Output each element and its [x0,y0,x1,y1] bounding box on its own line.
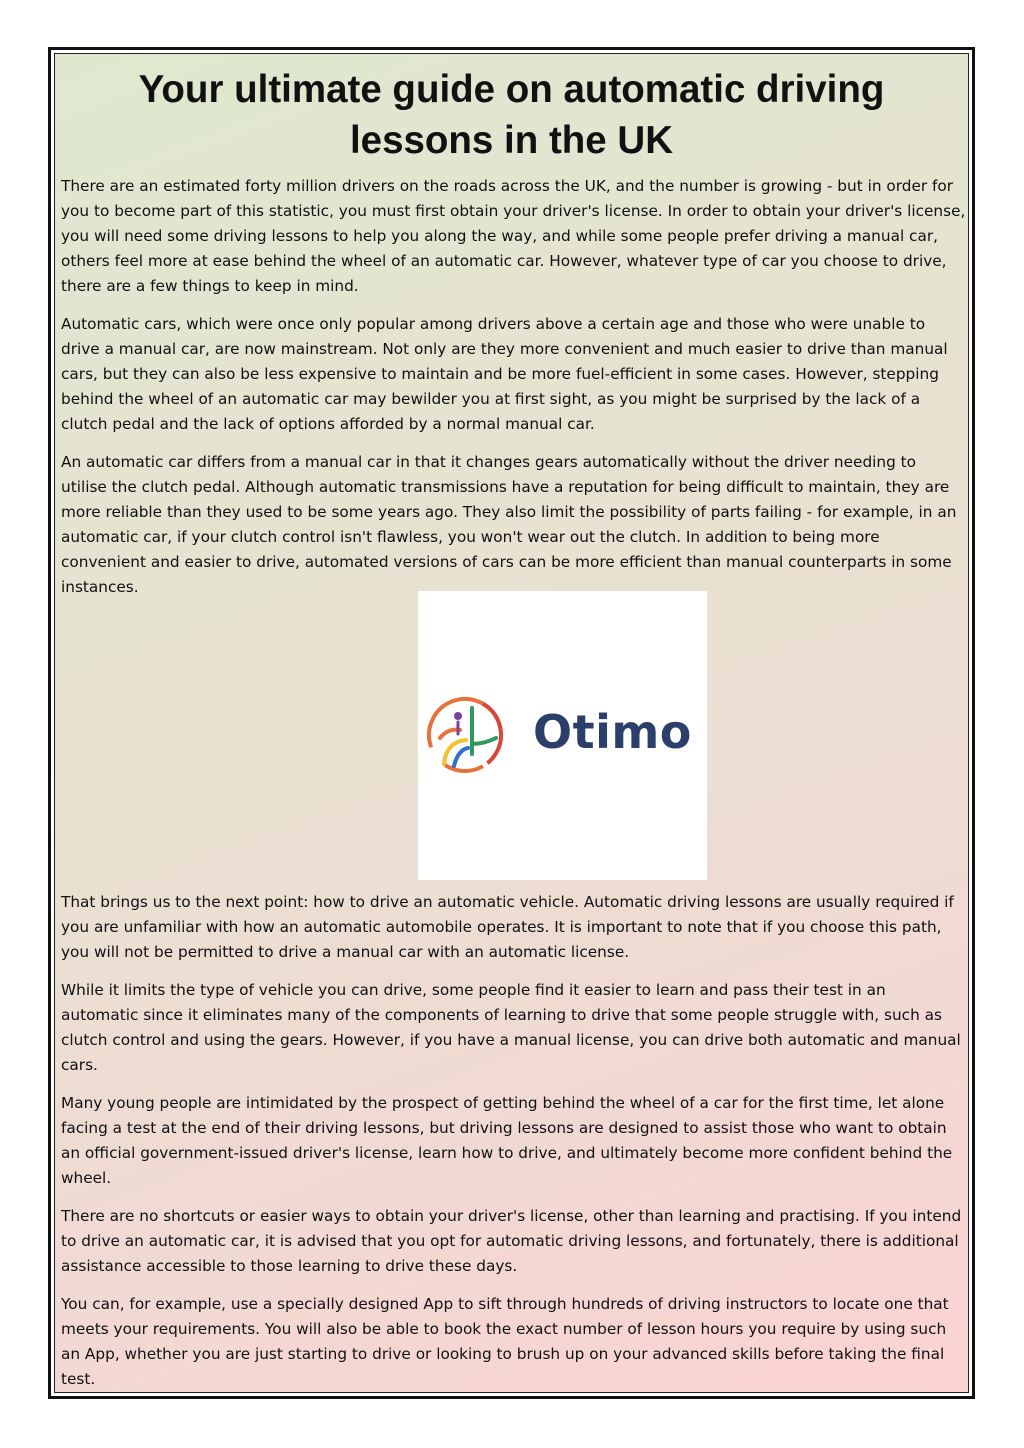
paragraph: Many young people are intimidated by the prospect of getting behind the wheel of a car for the first time, let alone facing a test at the end of their driving lessons, but driving lessons are designed to assist those who want to obtain an official government-issued driver's license, learn how to drive, and ultimately become more confident behind the wheel. [61,1094,953,1187]
paragraph: An automatic car differs from a manual car in that it changes gears automatically without the driver needing to utilise the clutch pedal. Although automatic transmissions have a reputation for being difficult to maintain, they are more reliable than they used to be some years ago. They also limit the possibility of parts failing - for example, in an automatic car, if your clutch control isn't flawless, you won't wear out the clutch. In addition to being more convenient and easier to drive, automated versions of cars can be more efficient than manual counterparts in some instances. [61,453,957,596]
paragraph: Automatic cars, which were once only popular among drivers above a certain age and those who were unable to drive a manual car, are now mainstream. Not only are they more convenient and much easier to drive than manual cars, but they can also be less expensive to maintain and be more fuel-efficient in some cases. However, stepping behind the wheel of an automatic car may bewilder you at first sight, as you might be surprised by the lack of a clutch pedal and the lack of options afforded by a normal manual car. [61,315,948,433]
paragraph: You can, for example, use a specially designed App to sift through hundreds of driving instructors to locate one that meets your requirements. You will also be able to book the exact number of lesson hours you require by using such an App, whether you are just starting to drive or looking to brush up on your advanced skills before taking the final test. [61,1295,949,1388]
paragraph: There are no shortcuts or easier ways to obtain your driver's license, other than learning and practising. If you intend to drive an automatic car, it is advised that you opt for automatic driving lessons, and fortunately, there is additional assistance accessible to those learning to drive these days. [61,1207,962,1275]
paragraph: That brings us to the next point: how to drive an automatic vehicle. Automatic driving lessons are usually required if you are unfamiliar with how an automatic automobile operates. It is important to note that if you choose this path, you will not be permitted to drive a manual car with an automatic license. [61,893,954,961]
page-frame [48,47,975,1399]
page-content-area [54,53,969,1393]
page-title: Your ultimate guide on automatic driving lessons in the UK [138,68,885,162]
article-body-top [61,174,966,613]
paragraph: While it limits the type of vehicle you can drive, some people find it easier to learn and pass their test in an automatic since it eliminates many of the components of learning to drive that some people struggle with, such as clutch control and using the gears. However, if you have a manual license, you can drive both automatic and manual cars. [61,981,961,1074]
paragraph: There are an estimated forty million drivers on the roads across the UK, and the number is growing - but in order for you to become part of this statistic, you must first obtain your driver's license. In order to obtain your driver's license, you will need some driving lessons to help you along the way, and while some people prefer driving a manual car, others feel more at ease behind the wheel of an automatic car. However, whatever type of car you choose to drive, there are a few things to keep in mind. [61,177,966,295]
article-body-bottom [61,890,966,1393]
otimo-logo-image [418,591,707,880]
otimo-emblem-icon [424,694,506,776]
otimo-wordmark: Otimo [533,705,692,759]
